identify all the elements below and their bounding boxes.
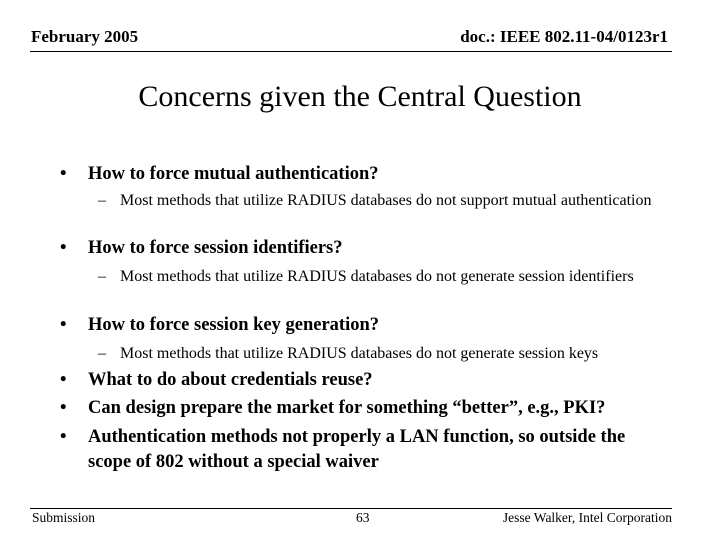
slide-title: Concerns given the Central Question bbox=[138, 80, 582, 113]
bullet-item bbox=[60, 368, 670, 393]
header-doc-id: doc.: IEEE 802.11-04/0123r1 bbox=[460, 27, 668, 46]
header-date: February 2005 bbox=[31, 27, 139, 46]
footer-author: Jesse Walker, Intel Corporation bbox=[502, 510, 672, 525]
sub-bullet-item bbox=[98, 266, 673, 287]
dash-icon: – bbox=[98, 345, 106, 362]
bullet-item bbox=[60, 313, 670, 338]
bullet-icon: • bbox=[60, 238, 67, 258]
bullet-text: Can design prepare the market for something “better”, e.g., PKI? bbox=[88, 398, 606, 418]
sub-bullet-text: Most methods that utilize RADIUS databases do not generate session keys bbox=[120, 345, 599, 362]
footer-divider bbox=[30, 508, 672, 509]
sub-bullet-item bbox=[98, 343, 678, 364]
bullet-text: Authentication methods not properly a LAN function, so outside the scope of 802 without a special waiver bbox=[88, 427, 626, 472]
footer-page-number: 63 bbox=[356, 510, 370, 525]
bullet-text: How to force session key generation? bbox=[88, 315, 379, 335]
sub-bullet-text: Most methods that utilize RADIUS databases do not support mutual authentication bbox=[120, 192, 652, 209]
footer-submission: Submission bbox=[32, 510, 96, 525]
bullet-item bbox=[60, 162, 670, 187]
bullet-icon: • bbox=[60, 164, 67, 184]
dash-icon: – bbox=[98, 192, 106, 209]
dash-icon: – bbox=[98, 268, 106, 285]
bullet-item bbox=[60, 396, 670, 421]
bullet-item bbox=[60, 425, 650, 475]
bullet-icon: • bbox=[60, 370, 67, 390]
bullet-icon: • bbox=[60, 315, 67, 335]
bullet-text: What to do about credentials reuse? bbox=[88, 370, 373, 390]
bullet-text: How to force mutual authentication? bbox=[88, 164, 379, 184]
bullet-text: How to force session identifiers? bbox=[88, 238, 343, 258]
bullet-item bbox=[60, 236, 670, 261]
sub-bullet-text: Most methods that utilize RADIUS databases do not generate session identifiers bbox=[120, 268, 634, 285]
bullet-icon: • bbox=[60, 427, 67, 447]
sub-bullet-item bbox=[98, 190, 673, 211]
bullet-icon: • bbox=[60, 398, 67, 418]
